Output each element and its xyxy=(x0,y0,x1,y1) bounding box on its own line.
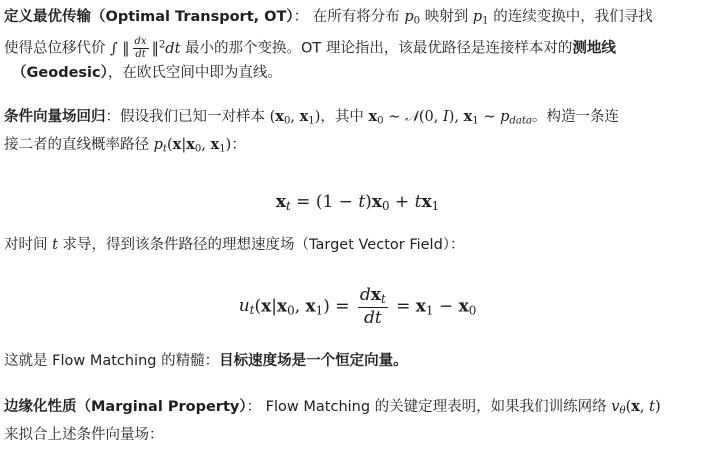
math-network: $v_\theta(x$, t) xyxy=(611,398,661,417)
equation-target-velocity: $u_t(x|x_0$, $x_1$) = $\frac{dx_t}{dt}$ = $x_1 - x_0$ xyxy=(238,285,477,329)
geodesic-term: 测地线 xyxy=(572,40,616,57)
cfm-paragraph-line-1: 条件向量场回归：假设我们已知一对样本 ($x_0$, $x_1$)，其中 $x_0$ ∼ 𝒩(0, I), $x_1$ ∼ $p_{data}$。构造一条连 xyxy=(4,108,620,127)
marginal-paragraph-line-1: 边缘化性质（Marginal Property）： Flow Matching 的关键定理表明，如果我们训练网络 $v_\theta(x$, t) xyxy=(4,398,661,417)
ot-paragraph-line-1: 定义最优传输（Optimal Transport, OT）： 在所有将分布 $p_0$ 映射到 $p_1$ 的连续变换中，我们寻找 xyxy=(4,9,653,27)
marginal-term: 边缘化性质（Marginal Property） xyxy=(4,399,247,415)
math-sample-pair: ($x_0$, $x_1$) xyxy=(269,108,321,127)
cfm-term: 条件向量场回归 xyxy=(4,109,106,125)
ot-term: 定义最优传输（Optimal Transport, OT） xyxy=(4,9,294,25)
derivative-paragraph: 对时间 t 求导，得到该条件路径的理想速度场（Target Vector Field）： xyxy=(4,237,465,253)
ot-paragraph-line-2: 使得总位移代价 ∫ ‖ $\frac{dx}{dt}$ ‖$^2$dt 最小的那个变换。OT 理论指出，该最优路径是连接样本对的测地线 xyxy=(4,36,616,61)
essence-highlight: 目标速度场是一个恒定向量。 xyxy=(219,353,408,369)
math-p0: $p_0$ xyxy=(404,9,421,27)
cfm-paragraph-line-2: 接二者的直线概率路径 $p_t(x|x_0$, $x_1$)： xyxy=(4,136,246,155)
geodesic-en: （Geodesic） xyxy=(12,65,108,81)
essence-paragraph: 这就是 Flow Matching 的精髓：目标速度场是一个恒定向量。 xyxy=(4,353,408,369)
marginal-paragraph-line-2: 来拟合上述条件向量场： xyxy=(4,427,164,443)
math-distributions: $x_0$ ∼ 𝒩(0, I), $x_1$ ∼ $p_{data}$ xyxy=(368,108,533,127)
equation-interpolation: $x_t = (1 - t)x_0 + tx_1$ xyxy=(275,192,440,213)
ot-paragraph-line-3: （Geodesic），在欧氏空间中即为直线。 xyxy=(12,65,282,81)
math-p1: $p_1$ xyxy=(472,9,489,27)
math-cost-integral: ∫ ‖ $\frac{dx}{dt}$ ‖$^2$dt xyxy=(110,36,181,61)
math-t: t xyxy=(52,237,58,253)
math-prob-path: $p_t(x|x_0$, $x_1$) xyxy=(153,136,232,155)
